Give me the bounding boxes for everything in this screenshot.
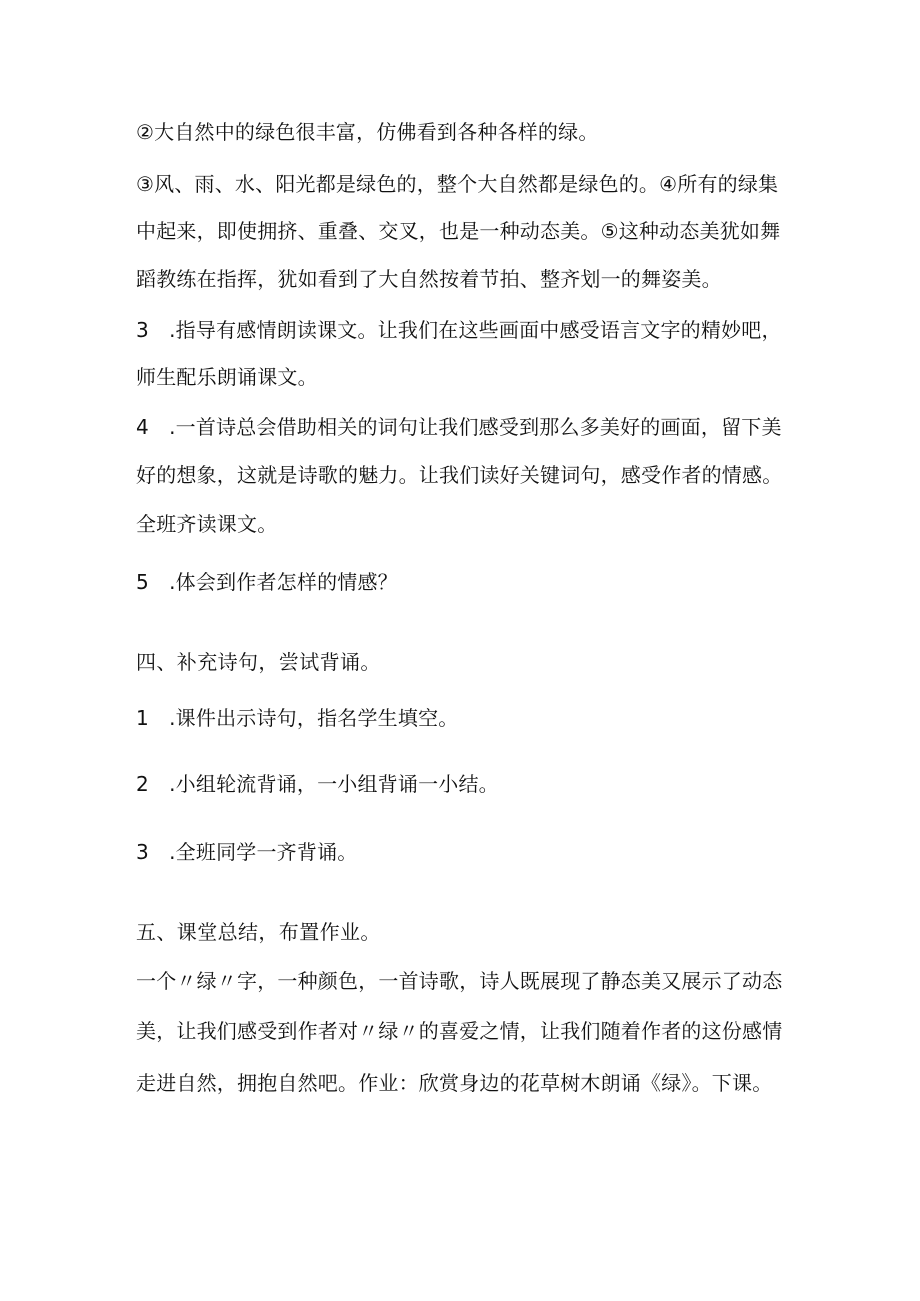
- section-4-item-3: 3 .全班同学一齐背诵。: [136, 840, 358, 864]
- paragraph-2-line-1: ②大自然中的绿色很丰富，仿佛看到各种各样的绿。: [136, 120, 599, 144]
- paragraph-3-line-3: 蹈教练在指挥，犹如看到了大自然按着节拍、整齐划一的舞姿美。: [136, 267, 722, 291]
- item-4-line-2: 好的想象，这就是诗歌的魅力。让我们读好关键词句，感受作者的情感。: [136, 463, 783, 487]
- paragraph-3-line-1: ③风、雨、水、阳光都是绿色的，整个大自然都是绿色的。④所有的绿集: [136, 172, 779, 196]
- item-3-line-2: 师生配乐朗诵课文。: [136, 365, 318, 389]
- item-4-line-3: 全班齐读课文。: [136, 512, 278, 536]
- section-5-line-1: 一个〃绿〃字，一种颜色，一首诗歌，诗人既展现了静态美又展示了动态: [136, 969, 783, 993]
- item-5: 5 .体会到作者怎样的情感？: [136, 570, 398, 594]
- section-4-heading: 四、补充诗句，尝试背诵。: [136, 650, 381, 674]
- section-4-item-2: 2 .小组轮流背诵，一小组背诵一小结。: [136, 772, 499, 796]
- item-3-line-1: 3 .指导有感情朗读课文。让我们在这些画面中感受语言文字的精妙吧，: [136, 318, 782, 342]
- section-5-heading: 五、课堂总结，布置作业。: [136, 920, 381, 944]
- paragraph-3-line-2: 中起来，即使拥挤、重叠、交叉，也是一种动态美。⑤这种动态美犹如舞: [136, 219, 781, 243]
- section-5-line-3: 走进自然，拥抱自然吧。作业：欣赏身边的花草树木朗诵《绿》。下课。: [136, 1071, 773, 1095]
- section-5-line-2: 美，让我们感受到作者对〃绿〃的喜爱之情，让我们随着作者的这份感情: [136, 1019, 783, 1043]
- item-4-line-1: 4 .一首诗总会借助相关的词句让我们感受到那么多美好的画面，留下美: [136, 415, 782, 439]
- section-4-item-1: 1 .课件出示诗句，指名学生填空。: [136, 706, 459, 730]
